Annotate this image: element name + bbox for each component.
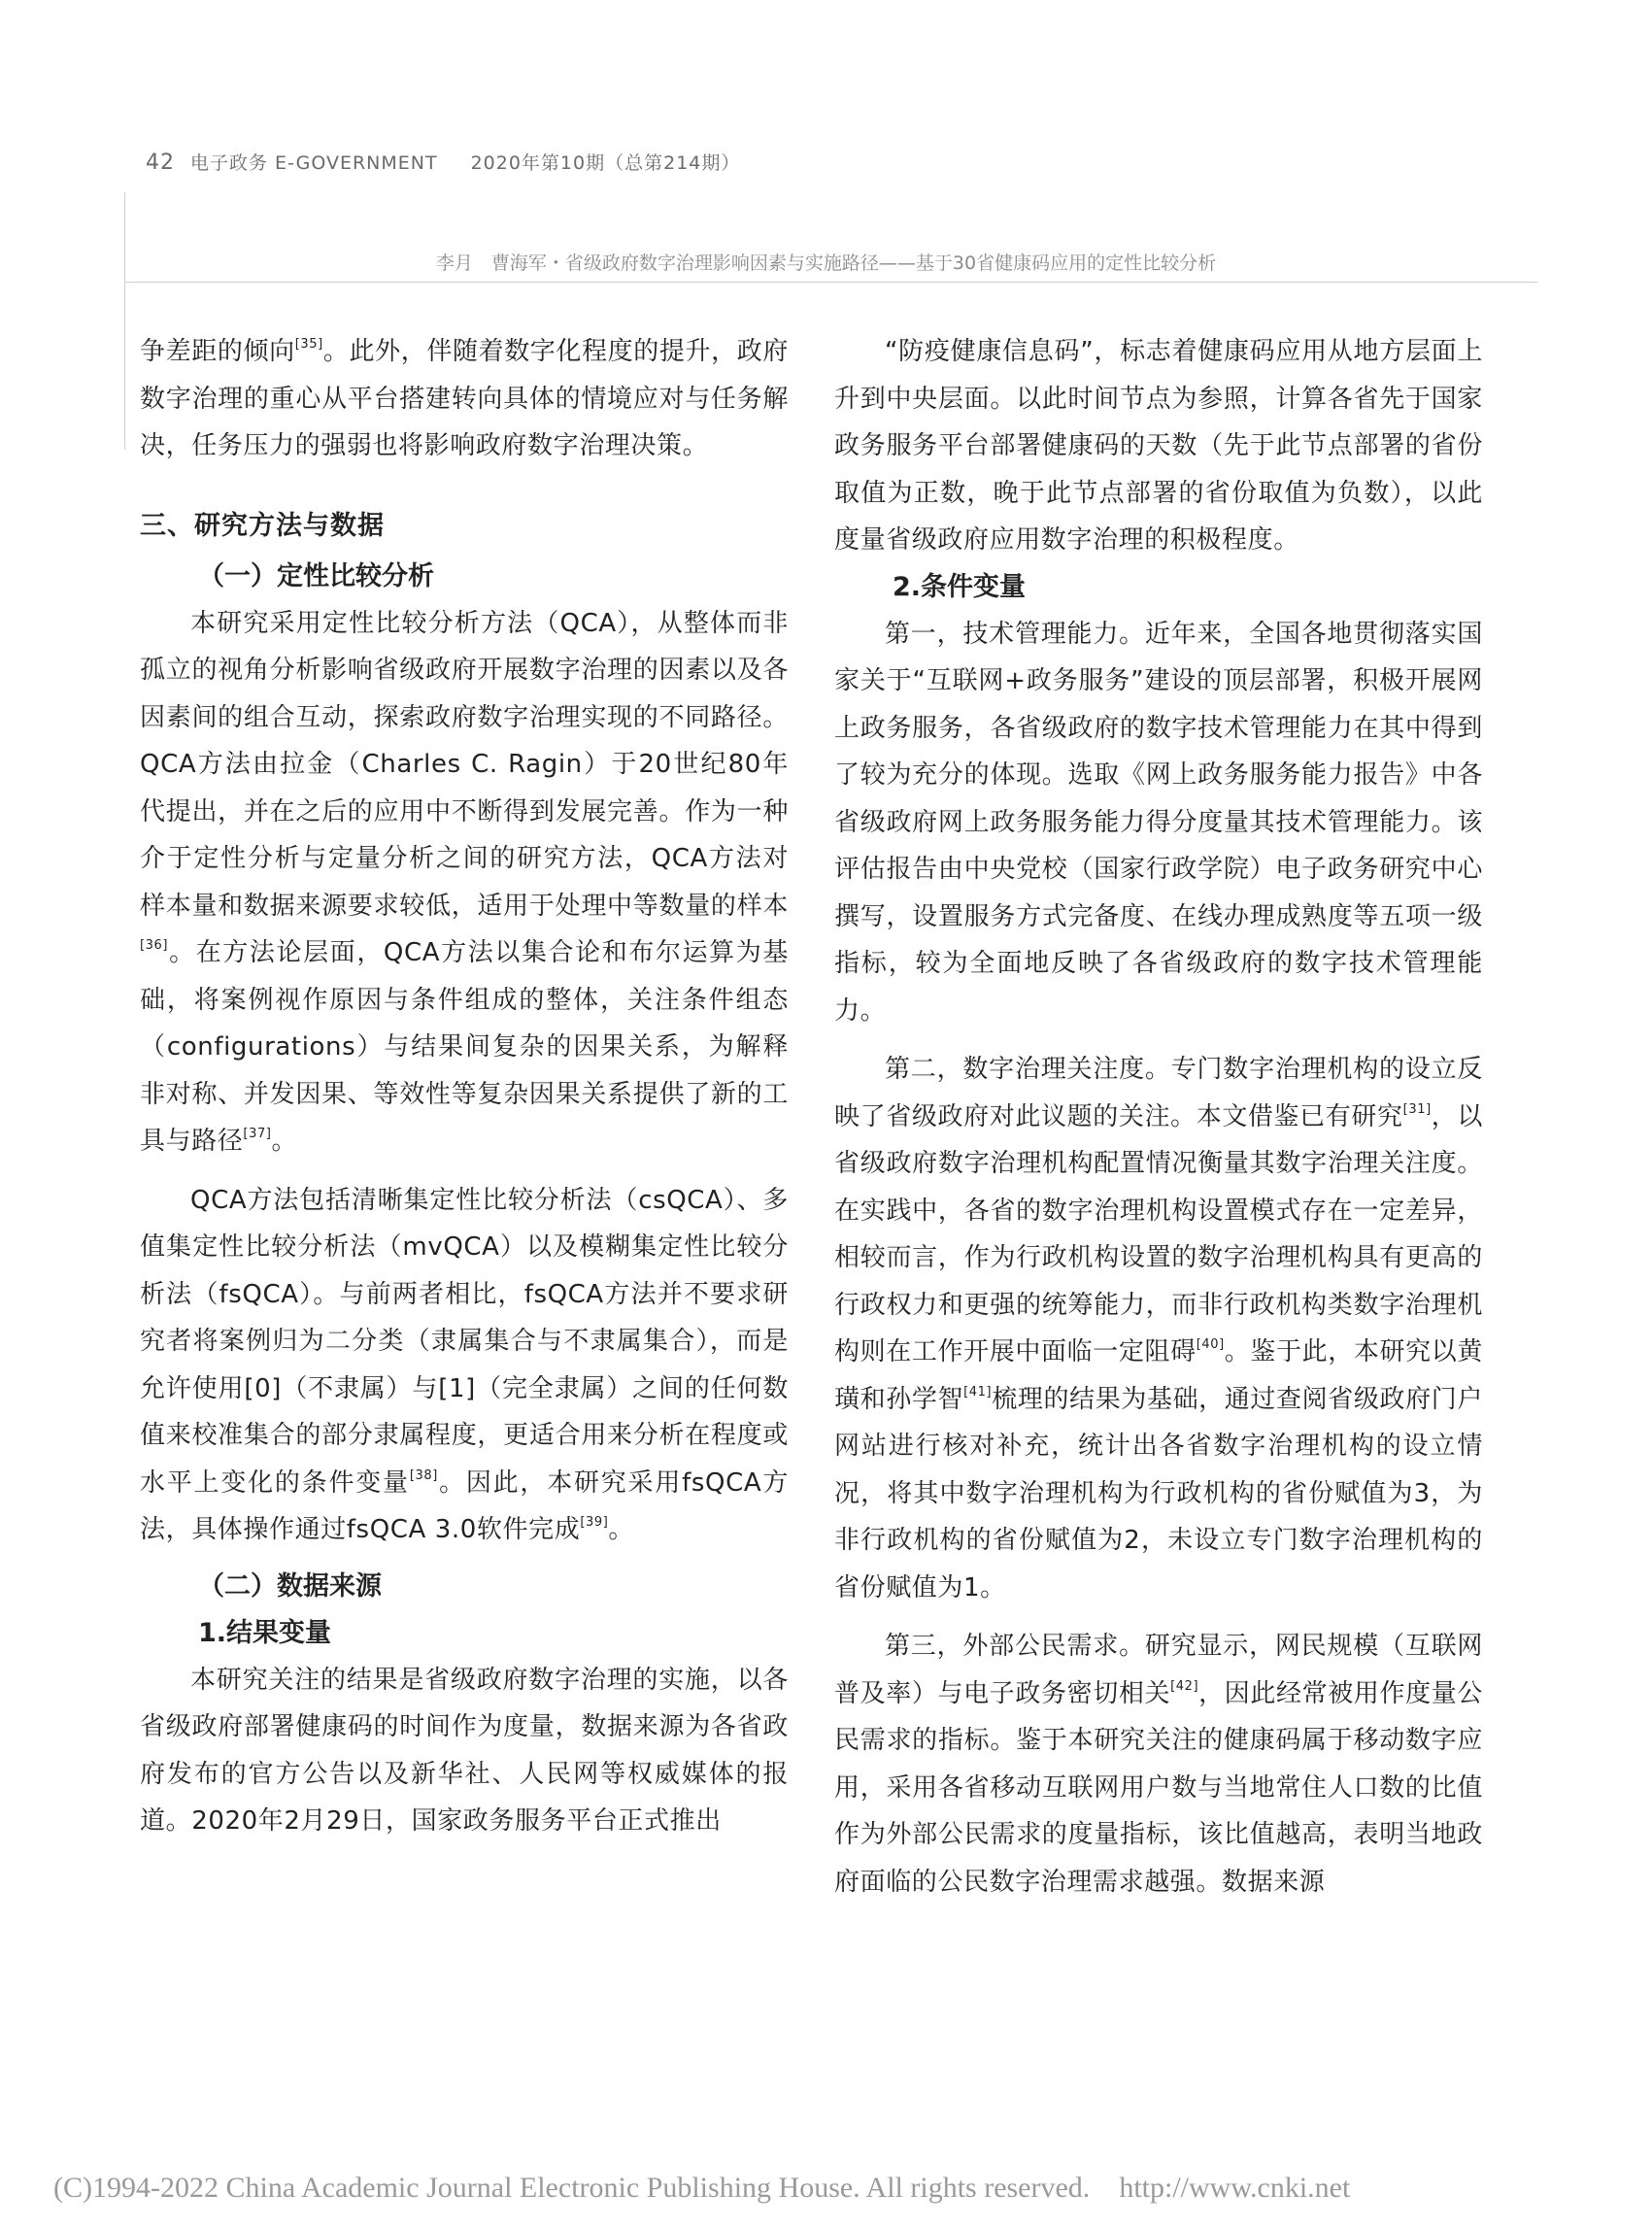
subsection-heading: （一）定性比较分析 <box>198 560 434 591</box>
subsection-heading: （二）数据来源 <box>198 1570 382 1602</box>
vertical-rule <box>124 192 125 450</box>
paragraph: “防疫健康信息码”，标志着健康码应用从地方层面上升到中央层面。以此时间节点为参照，计算各省先于国家政务服务平台部署健康码的天数（先于此节点部署的省份取值为正数，晚于此节点部署的省份取值为负数），以此度量省级政府应用数字治理的积极程度。 <box>834 337 1483 555</box>
citation: [35] <box>294 337 323 352</box>
paragraph: 第一，技术管理能力。近年来，全国各地贯彻落实国家关于“互联网+政务服务”建设的顶层部署，积极开展网上政务服务，各省级政府的数字技术管理能力在其中得到了较为充分的体现。选取《网上政务服务能力报告》中各省级政府网上政务服务能力得分度量其技术管理能力。该评估报告由中央党校（国家行政学院）电子政务研究中心撰写，设置服务方式完备度、在线办理成熟度等五项一级指标，较为全面地反映了各省级政府的数字技术管理能力。 <box>834 619 1483 1026</box>
issue-info: 2020年第10期（总第214期） <box>470 152 741 174</box>
paragraph: QCA方法包括清晰集定性比较分析法（csQCA）、多值集定性比较分析法（mvQCA）以及模糊集定性比较分析法（fsQCA）。与前两者相比，fsQCA方法并不要求研究者将案例归为二分类（隶属集合与不隶属集合），而是允许使用[0]（不隶属）与[1]（完全隶属）之间的任何数值来校准集合的部分隶属程度，更适合用来分析在程度或水平上变化的条件变量[38]。因此，本研究采用fsQCA方法，具体操作通过fsQCA 3.0软件完成[39]。 <box>140 1185 789 1544</box>
subsubsection-heading: 2.条件变量 <box>893 571 1027 602</box>
article-running-title: 李月 曹海军・省级政府数字治理影响因素与实施路径——基于30省健康码应用的定性比较分析 <box>435 253 1217 274</box>
right-column <box>834 328 1483 1906</box>
copyright-footer <box>53 2172 1350 2205</box>
footer-url: http://www.cnki.net <box>1119 2172 1351 2204</box>
citation: [31] <box>1402 1101 1432 1117</box>
journal-name: 电子政务 E-GOVERNMENT <box>190 152 438 174</box>
citation: [42] <box>1170 1678 1199 1694</box>
citation: [41] <box>963 1384 993 1400</box>
citation: [40] <box>1196 1337 1225 1352</box>
paragraph: 争差距的倾向[35]。此外，伴随着数字化程度的提升，政府数字治理的重心从平台搭建转向具体的情境应对与任务解决，任务压力的强弱也将影响政府数字治理决策。 <box>140 337 789 460</box>
paragraph: 第三，外部公民需求。研究显示，网民规模（互联网普及率）与电子政务密切相关[42]，因此经常被用作度量公民需求的指标。鉴于本研究关注的健康码属于移动数字应用，采用各省移动互联网用户数与当地常住人口数的比值作为外部公民需求的度量指标，该比值越高，表明当地政府面临的公民数字治理需求越强。数据来源 <box>834 1632 1483 1897</box>
paragraph: 本研究采用定性比较分析方法（QCA），从整体而非孤立的视角分析影响省级政府开展数字治理的因素以及各因素间的组合互动，探索政府数字治理实现的不同路径。QCA方法由拉金（Charles C. Ragin）于20世纪80年代提出，并在之后的应用中不断得到发展完善。作为一种介于定性分析与定量分析之间的研究方法，QCA方法对样本量和数据来源要求较低，适用于处理中等数量的样本[36]。在方法论层面，QCA方法以集合论和布尔运算为基础，将案例视作原因与条件组成的整体，关注条件组态（configurations）与结果间复杂的因果关系，为解释非对称、并发因果、等效性等复杂因果关系提供了新的工具与路径[37]。 <box>140 608 789 1156</box>
citation: [37] <box>243 1127 272 1141</box>
header-divider <box>124 282 1537 283</box>
subsubsection-heading: 1.结果变量 <box>198 1617 332 1648</box>
citation: [36] <box>140 938 169 953</box>
left-column <box>140 328 789 1845</box>
section-heading: 三、研究方法与数据 <box>140 510 385 541</box>
copyright-text: (C)1994-2022 China Academic Journal Electronic Publishing House. All rights reserved. <box>53 2172 1091 2204</box>
paragraph: 第二，数字治理关注度。专门数字治理机构的设立反映了省级政府对此议题的关注。本文借鉴已有研究[31]，以省级政府数字治理机构配置情况衡量其数字治理关注度。在实践中，各省的数字治理机构设置模式存在一定差异，相较而言，作为行政机构设置的数字治理机构具有更高的行政权力和更强的统筹能力，而非行政机构类数字治理机构则在工作开展中面临一定阻碍[40]。鉴于此，本研究以黄璜和孙学智[41]梳理的结果为基础，通过查阅省级政府门户网站进行核对补充，统计出各省数字治理机构的设立情况，将其中数字治理机构为行政机构的省份赋值为3，为非行政机构的省份赋值为2，未设立专门数字治理机构的省份赋值为1。 <box>834 1055 1484 1602</box>
citation: [38] <box>409 1467 438 1483</box>
page-number: 42 <box>146 151 175 175</box>
citation: [39] <box>580 1515 609 1530</box>
paragraph: 本研究关注的结果是省级政府数字治理的实施，以各省级政府部署健康码的时间作为度量，数据来源为各省政府发布的官方公告以及新华社、人民网等权威媒体的报道。2020年2月29日，国家政务服务平台正式推出 <box>140 1665 789 1836</box>
running-head <box>146 149 740 175</box>
